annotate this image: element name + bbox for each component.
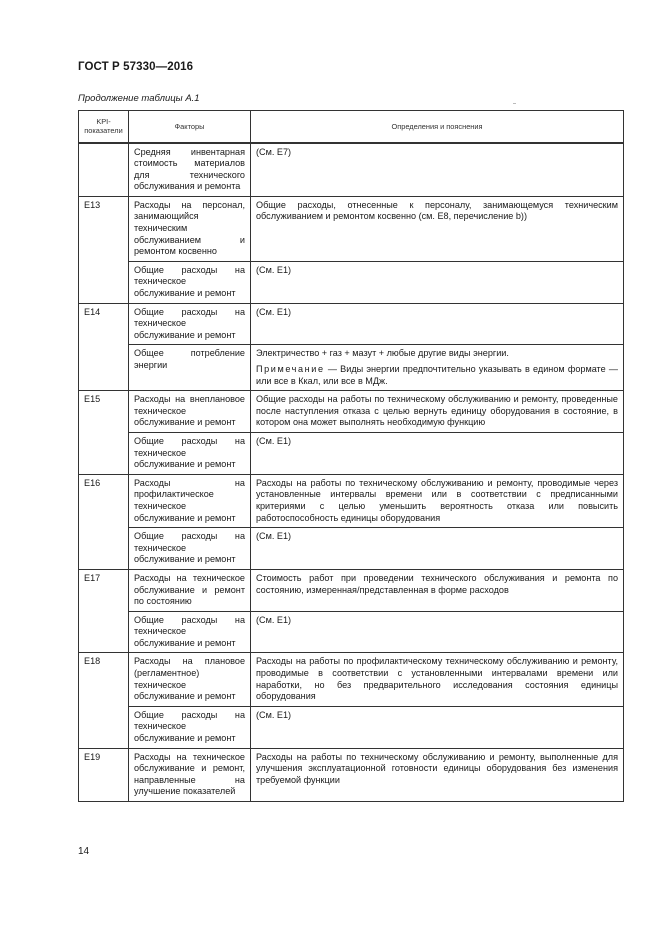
factor-cell: Расходы на профилактическое техническое обслуживание и ремонт [129, 474, 251, 527]
table-row [79, 528, 624, 570]
kpi-cell: Е19 [79, 748, 129, 801]
factor-cell: Расходы на персонал, занимающийся техническим обслуживанием и ремонтом косвенно [129, 196, 251, 261]
definition-cell: Общие расходы на работы по техническому обслуживанию и ремонту, проведенные после наступления отказа с целью вернуть единицу оборудования в состояние, в котором она может выполнять необходимую функцию [251, 391, 624, 433]
table-row [79, 143, 624, 197]
table-row [79, 474, 624, 527]
definition-cell: Расходы на работы по техническому обслуживанию и ремонту, проводимые через установленные интервалы времени или в соответствии с предписанными критериями с целью уменьшить вероятность отказа или повысить работоспособность единицы оборудования [251, 474, 624, 527]
definition-cell: (См. Е1) [251, 261, 624, 303]
factor-cell: Расходы на техническое обслуживание и ремонт по состоянию [129, 569, 251, 611]
kpi-cell: Е18 [79, 653, 129, 748]
factor-cell: Общие расходы на техническое обслуживание и ремонт [129, 706, 251, 748]
table-caption: Продолжение таблицы А.1 [78, 93, 200, 104]
factor-cell: Расходы на внеплановое техническое обслуживание и ремонт [129, 391, 251, 433]
factor-cell: Общее потребление энергии [129, 345, 251, 391]
factor-cell: Общие расходы на техническое обслуживание и ремонт [129, 432, 251, 474]
definition-cell: (См. Е1) [251, 303, 624, 345]
definition-cell [251, 345, 624, 391]
table-row [79, 748, 624, 801]
table-row [79, 303, 624, 345]
column-header-kpi: KPI-показатели [79, 111, 129, 143]
table-row [79, 569, 624, 611]
column-header-factors: Факторы [129, 111, 251, 143]
definition-text: Электричество + газ + мазут + любые другие виды энергии. [256, 348, 509, 359]
table-header-row [79, 111, 624, 143]
table-row [79, 611, 624, 653]
table-row [79, 391, 624, 433]
factor-cell: Общие расходы на техническое обслуживание и ремонт [129, 528, 251, 570]
factor-cell: Общие расходы на техническое обслуживание и ремонт [129, 261, 251, 303]
definition-cell: Расходы на работы по техническому обслуживанию и ремонту, выполненные для улучшения эксплуатационной готовности единицы оборудования без изменения требуемой функции [251, 748, 624, 801]
factor-cell: Общие расходы на техническое обслуживание и ремонт [129, 611, 251, 653]
page-number: 14 [78, 846, 90, 857]
definition-cell: (См. Е1) [251, 611, 624, 653]
definition-cell: (См. Е1) [251, 528, 624, 570]
factor-cell: Средняя инвентарная стоимость материалов для технического обслуживания и ремонта [129, 143, 251, 197]
definition-note [256, 364, 618, 387]
document-standard-title: ГОСТ Р 57330—2016 [78, 61, 194, 73]
table-row [79, 345, 624, 391]
kpi-cell: Е16 [79, 474, 129, 569]
table-row [79, 196, 624, 261]
column-header-definitions: Определения и пояснения [251, 111, 624, 143]
definition-cell: (См. Е7) [251, 143, 624, 197]
factor-cell: Расходы на плановое (регламентное) техническое обслуживание и ремонт [129, 653, 251, 706]
kpi-cell: Е17 [79, 569, 129, 653]
table-row [79, 432, 624, 474]
kpi-table [78, 110, 624, 802]
factor-cell: Общие расходы на техническое обслуживание и ремонт [129, 303, 251, 345]
note-label: Примечание [256, 364, 325, 374]
definition-cell: (См. Е1) [251, 432, 624, 474]
table-row [79, 261, 624, 303]
definition-cell: Общие расходы, отнесенные к персоналу, занимающемуся техническим обслуживанием и ремонтом косвенно (см. Е8, перечисление b)) [251, 196, 624, 261]
table-row [79, 653, 624, 706]
note-text: — Виды энергии предпочтительно указывать в едином формате — или все в Ккал, или все в МДж. [256, 364, 618, 386]
kpi-cell [79, 143, 129, 197]
kpi-cell: Е15 [79, 391, 129, 475]
definition-cell: (См. Е1) [251, 706, 624, 748]
kpi-cell: Е13 [79, 196, 129, 303]
scan-mark [513, 103, 516, 104]
kpi-cell: Е14 [79, 303, 129, 391]
factor-cell: Расходы на техническое обслуживание и ремонт, направленные на улучшение показателей [129, 748, 251, 801]
definition-cell: Расходы на работы по профилактическому техническому обслуживанию и ремонту, проводимые в соответствии с установленными интервалами времени или наработки, но без предварительного исследования состояния единицы оборудования [251, 653, 624, 706]
definition-cell: Стоимость работ при проведении технического обслуживания и ремонта по состоянию, измеренная/представленная в форме расходов [251, 569, 624, 611]
table-row [79, 706, 624, 748]
